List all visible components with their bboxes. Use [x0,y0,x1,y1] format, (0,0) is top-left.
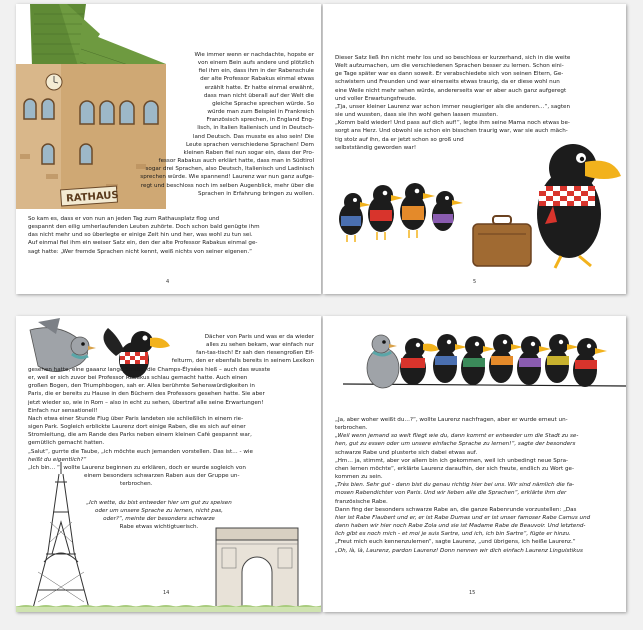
text-line: ge Tage später war es dann soweit. Er verabschiedete sich von seinen Eltern, Ge- [335,71,564,78]
text-line: „Très bien. Sehr gut - dann bist du genau richtig hier bei uns. Wir sind nämlich die fa- [335,482,575,489]
text-line: „Komm bald wieder! Und pass auf dich auf!“, legte ihm seine Mama noch etwas be- [335,120,570,127]
text-line: terbrochen. [120,481,153,488]
text-line: Paris, die er bereits zu Hause in den Büchern des Professors gesehen hatte. Sie aber [28,391,265,398]
page-4-text-right [154,51,314,149]
text-line: fiel ihm ein, dass ihm in der Rabenschule [198,68,314,75]
text-line: erzählt hatte. Er hatte einmal erwähnt, [204,84,314,91]
text-line: hier ist Rabe Flaubert und er, er ist Rabe Dumas und er ist unser famoser Rabe Camus und [335,514,591,521]
text-line: Auf einmal fiel ihm ein weiser Satz ein, den der alte Professor Rabakus einmal ge- [28,240,258,247]
text-line: der alte Professor Rabakus einmal etwas [200,76,314,83]
text-line: fessor Rabakus auch erklärt hatte, dass man in Südtirol [158,158,314,165]
text-line: Rabe etwas wichtigtuerisch. [119,524,199,531]
text-line: von einem Bein aufs andere und plötzlich [197,60,314,67]
page-4-text-right-wide [116,149,314,198]
text-line: „Oh, là, là, Laurenz, pardon Laurenz! Donn nennen wir dich einfach Laurenz Linguistikus [335,547,583,554]
ravens-farewell-illustration [323,144,626,294]
text-line: sagt hatte: „Wer fremde Sprachen nicht kennt, weiß nichts von seiner eigenen.“ [28,248,252,255]
grass-strip [16,604,321,612]
text-line: terbrochen. [335,425,368,432]
text-line: das nicht mehr und so überlegte er einige Zeit hin und her, was wohl zu tun sei. [28,232,253,239]
text-line: gleiche Sprache sprechen würde. So [212,100,314,107]
text-line: heißt du eigentlich?“ [28,456,87,463]
text-line: Welt aufzumachen, um die verschiedenen Sprachen besser zu lernen. Schon eini- [335,63,564,70]
book-page-5 [323,4,626,294]
text-line: mosen Rabendichter von Paris. Und wir lieben alle die Sprachen“, erklärte ihm der [335,490,567,497]
text-line: „Tja, unser kleiner Laurenz war schon immer neugieriger als die anderen…“, sagten [335,103,571,110]
text-line: Wie immer wenn er nachdachte, hopste er [194,52,314,58]
text-line: schwistern und Freunden und war einerseits etwas traurig, da er diese wohl nun [335,79,560,86]
text-line: „Salut“, gurrte die Taube, „ich möchte euch jemanden vorstellen. Das ist… - wie [28,448,253,455]
page-14-text-narrow [84,472,254,488]
eiffel-tower-illustration [26,462,96,612]
text-line: eine Weile nicht mehr sehen würde, andererseits war er aber auch ganz aufgeregt [335,87,567,94]
page-number: 14 [163,590,170,596]
text-line: regt und beschloss noch im selben Augenblick, mehr über die [140,182,314,189]
text-line: Dächer von Paris und was er da wieder [204,334,314,340]
text-line: lich gibt es noch mich - et moi je suis Sartre, und ich, ich bin Sartre“, fügte er hinzu. [335,531,571,538]
text-line: So kam es, dass er von nun an jeden Tag zum Rathausplatz flog und [28,216,220,222]
text-line: Dann fing der besonders schwarze Rabe an, die ganze Rabenrunde vorzustellen: „Das [335,506,577,513]
text-line: sie und wussten, dass sie ihn wohl gehen lassen mussten. [335,112,499,119]
text-line: alles zu sehen bekam, war einfach nur [206,342,314,349]
text-line: Französisch sprechen, in England Eng- [206,117,314,124]
text-line: oder?“, meinte der besonders schwarze [103,516,215,523]
text-line: Nach etwa einer Stunde Flug über Paris landeten sie schließlich in einem rie- [28,415,244,422]
text-line: großen Bogen, den Triumphbogen, sah er. Alles berühmte Sehenswürdigkeiten in [28,383,255,390]
text-line: kommen zu sein. [335,474,383,481]
page-number: 5 [473,279,477,285]
text-line: „Ja, aber woher weißt du…?“, wollte Laurenz nachfragen, aber er wurde erneut un- [335,417,568,423]
text-line: Stromleitung, die am Rande des Parks neben einem kleinen Café gespannt war, [28,432,252,439]
text-line: tig stolz auf ihn, da er jetzt schon so groß und [335,136,464,143]
page-number: 4 [166,279,170,285]
text-line: er, weil er sich zuvor bei Professor Rabakus schlau gemacht hatte. Auch einen [28,375,248,382]
page-15-text [335,416,620,555]
text-line: Einfach nur sensationell! [28,407,98,414]
text-line: jetzt wieder so, wie in Rom – also in echt zu sehen, übertraf alle seine Erwartungen! [28,399,264,406]
text-line: sogar drei Sprachen, also Deutsch, Italienisch und Ladinisch [145,166,314,173]
text-line: sorgt ans Herz. Und obwohl sie schon ein bisschen traurig war, war sie auch mäch- [335,128,568,135]
text-line: kleinen Raben fiel nun sogar ein, dass der Pro- [183,150,314,156]
text-line: hen, gut zu essen oder um unsere einfache Sprache zu lernen!“, sagte der besonders [335,441,576,448]
text-line: dann haben wir hier noch Rabe Zola und sie ist Madame Rabe de Beauvoir. Und letztend- [335,523,586,530]
text-line: lisch, in Italien Italienisch und in Deutsch- [197,125,314,132]
book-page-14 [16,316,321,612]
text-line: Leute sprachen verschiedene Sprachen! Dem [186,141,314,148]
text-line: sprechen würde. Wie spannend! Laurenz war nun ganz aufge- [140,174,314,181]
page-4-text-bottom [28,215,316,256]
page-14-text-main [28,366,316,472]
text-line: Dieser Satz ließ ihn nicht mehr los und so beschloss er kurzerhand, sich in die weite [335,55,571,61]
text-line: gesehen hatte, eine gaaanz lange Straße, die Champs-Élysées hieß – auch das wusste [28,367,271,373]
text-line: „Weil wenn jemand so weit fliegt wie du, dann kommt er entweder um die Stadt zu se- [335,433,579,440]
rathaus-sign: RATHAUS [65,189,120,205]
text-line: einem besonders schwarzen Raben aus der Gruppe un- [84,473,240,479]
text-line: dass man nicht überall auf der Welt die [203,92,314,99]
text-line: „Hm… ja, stimmt, aber vor allem bin ich gekommen, weil ich unbedingt neue Spra- [335,457,569,464]
text-line: felturm, den er ebenfalls bereits in seinem Lexikon [171,358,314,365]
text-line: selbstständig geworden war! [335,144,417,151]
text-line: „Ich bin… “, wollte Laurenz beginnen zu erklären, doch er wurde sogleich von [28,464,246,471]
page-5-text [335,54,620,152]
page-number: 15 [469,590,476,596]
text-line: gespannt den eilig umherlaufenden Leuten zuhörte. Doch schon bald genügte ihm [28,224,260,231]
text-line: chen lernen möchte“, erklärte Laurenz daraufhin, der sich freute, endlich zu Wort ge- [335,465,575,472]
book-page-4 [16,4,321,294]
ravens-on-power-line-illustration [323,316,626,416]
book-page-15 [323,316,626,612]
text-line: würde man zum Beispiel in Frankreich [207,109,314,116]
text-line: Sprachen in Erfahrung bringen zu wollen. [198,190,314,197]
text-line: und voller Erwartungsfreude. [335,95,417,102]
text-line: sigen Park. Sogleich erblickte Laurenz dort einige Raben, die es sich auf einer [28,424,246,431]
text-line: fan-tas-tisch! Er sah den riesengroßen Eif- [196,350,314,357]
page-14-quote [84,499,234,532]
text-line: „Ich wette, du bist entweder hier um gut zu speisen [86,500,232,506]
text-line: oder um unsere Sprache zu lernen, nicht pas, [95,508,223,515]
text-line: schwarze Rabe und plusterte sich dabei etwas auf. [335,449,478,456]
text-line: französische Rabe. [335,498,388,505]
text-line: land Deutsch. Das musste es also sein! Die [192,133,314,140]
text-line: gemütlich gemacht hatten. [28,440,105,447]
page-14-text-top [158,333,314,366]
arc-de-triomphe-illustration [212,528,302,608]
text-line: „Freut mich euch kennenzulernen“, sagte Laurenz, „und übrigens, ich heiße Laurenz.“ [335,539,576,546]
